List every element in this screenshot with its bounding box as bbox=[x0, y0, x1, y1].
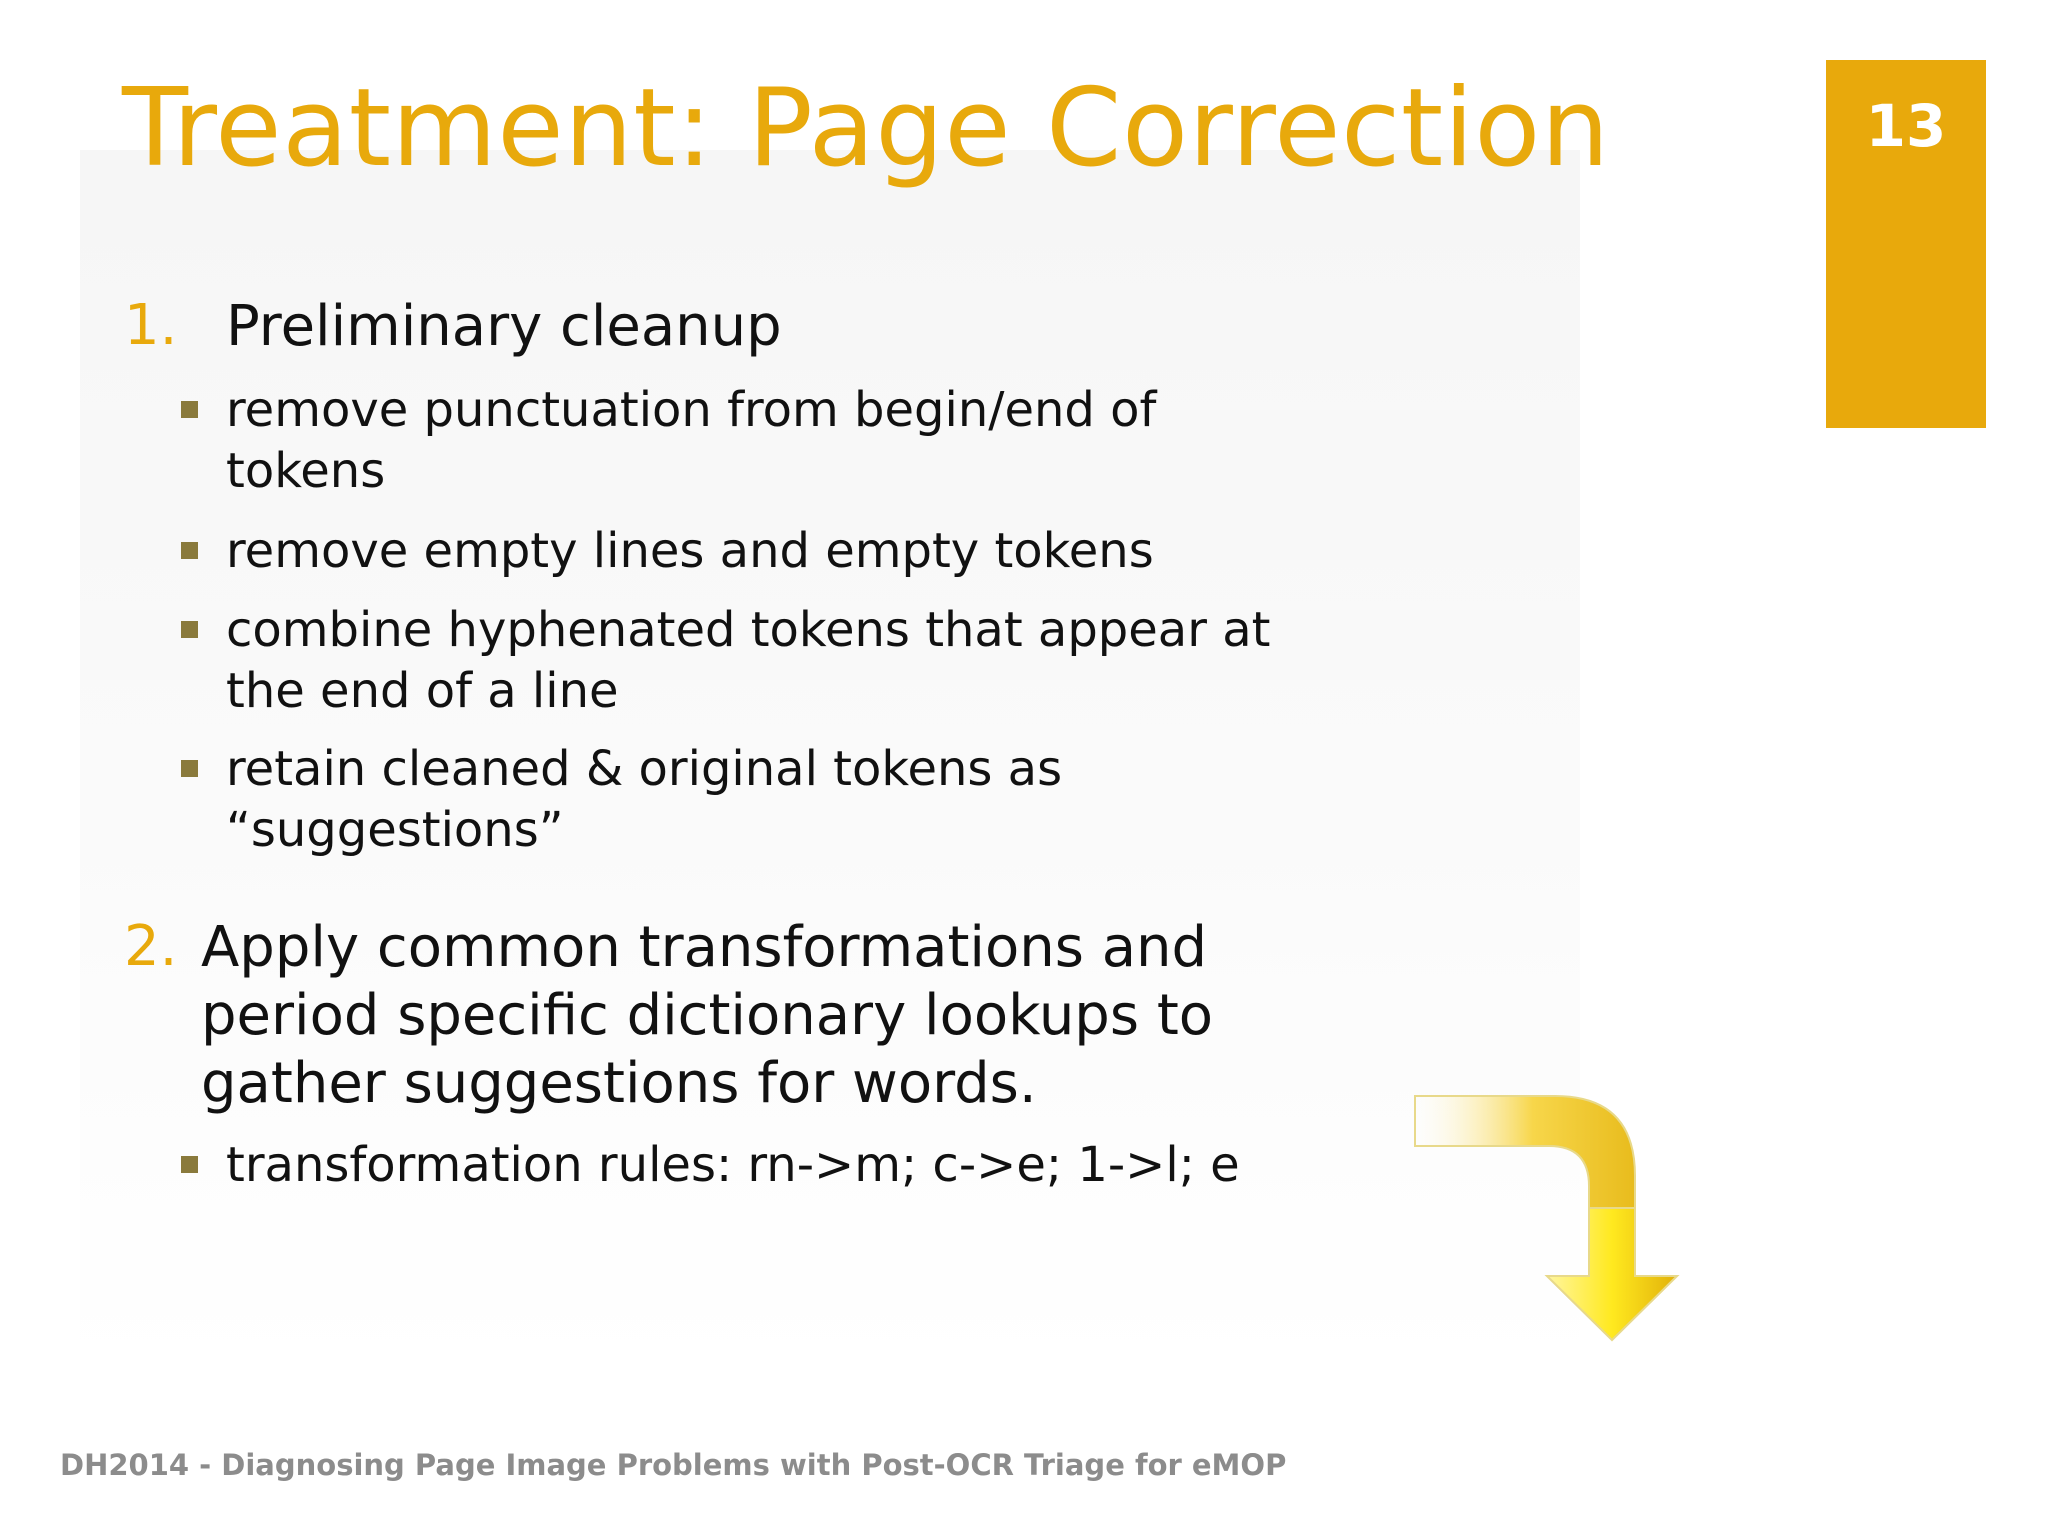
page-number-badge bbox=[1826, 60, 1986, 428]
slide-title: Treatment: Page Correction bbox=[122, 66, 1610, 191]
curved-arrow-icon bbox=[1405, 1088, 1705, 1348]
bullet-square bbox=[181, 760, 198, 777]
bullet-item: remove punctuation from begin/end of tokens bbox=[226, 382, 1157, 499]
list-number-2: 2. bbox=[124, 914, 178, 979]
list-heading-2: Apply common transformations and period specific dictionary lookups to gather suggestions for words. bbox=[201, 915, 1214, 1116]
bullet-item: transformation rules: rn->m; c->e; 1->l; e bbox=[226, 1137, 1240, 1193]
bullet-item: combine hyphenated tokens that appear at the end of a line bbox=[226, 602, 1271, 719]
bullet-item: retain cleaned & original tokens as “suggestions” bbox=[226, 741, 1063, 858]
bullet-square bbox=[181, 542, 198, 559]
list-number-1: 1. bbox=[124, 293, 178, 358]
bullet-square bbox=[181, 621, 198, 638]
slide-footer: DH2014 - Diagnosing Page Image Problems with Post-OCR Triage for eMOP bbox=[60, 1448, 1287, 1482]
bullet-square bbox=[181, 1156, 198, 1173]
list-heading-1: Preliminary cleanup bbox=[226, 294, 782, 359]
page-number: 13 bbox=[1865, 92, 1947, 160]
bullet-item: remove empty lines and empty tokens bbox=[226, 523, 1154, 579]
bullet-square bbox=[181, 401, 198, 418]
